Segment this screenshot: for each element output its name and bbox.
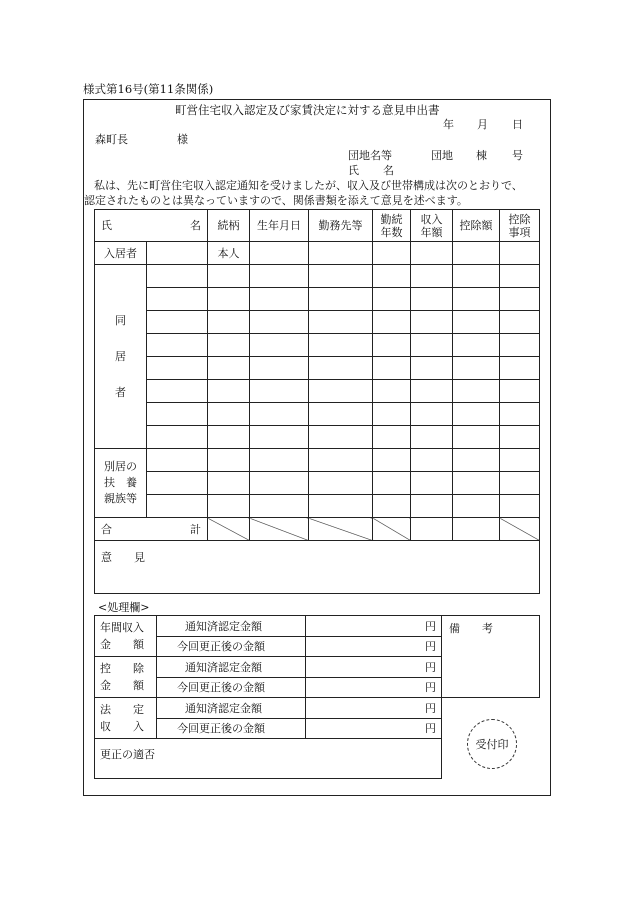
input-cell[interactable] <box>373 426 411 449</box>
date-year-label: 年 <box>443 118 454 131</box>
reception-stamp: 受付印 <box>467 719 517 769</box>
input-cell[interactable] <box>373 311 411 334</box>
input-cell[interactable] <box>250 449 309 472</box>
input-cell[interactable] <box>453 334 500 357</box>
addressee-name: 森町長 <box>95 133 128 146</box>
input-cell[interactable] <box>411 426 453 449</box>
input-cell[interactable] <box>147 357 208 380</box>
input-cell[interactable] <box>309 380 373 403</box>
amount-cell[interactable]: 円 <box>306 657 442 678</box>
input-cell[interactable] <box>453 242 500 265</box>
building-unit-label: 棟 <box>476 149 487 162</box>
corrected-amount-label: 今回更正後の金額 <box>157 636 306 657</box>
header-name: 氏 名 <box>95 210 208 242</box>
opinion-label: 意 見 <box>101 551 145 564</box>
input-cell[interactable] <box>500 380 540 403</box>
input-cell[interactable] <box>453 357 500 380</box>
self-label: 本人 <box>208 242 250 265</box>
input-cell[interactable] <box>411 265 453 288</box>
input-cell[interactable] <box>411 380 453 403</box>
input-cell[interactable] <box>453 472 500 495</box>
notified-amount-label: 通知済認定金額 <box>157 698 306 719</box>
input-cell[interactable] <box>373 495 411 518</box>
input-cell[interactable] <box>208 426 250 449</box>
input-cell[interactable] <box>373 449 411 472</box>
header-relation: 続柄 <box>208 210 250 242</box>
input-cell[interactable] <box>453 403 500 426</box>
total-income-cell[interactable] <box>411 518 453 541</box>
input-cell[interactable] <box>500 334 540 357</box>
input-cell[interactable] <box>208 380 250 403</box>
input-cell[interactable] <box>250 265 309 288</box>
input-cell[interactable] <box>147 311 208 334</box>
header-deduction-item: 控除 事項 <box>500 210 540 242</box>
corrected-amount-label: 今回更正後の金額 <box>157 718 306 739</box>
input-cell[interactable] <box>373 242 411 265</box>
input-cell[interactable] <box>500 288 540 311</box>
header-years-of-service: 勤続 年数 <box>373 210 411 242</box>
input-cell[interactable] <box>250 288 309 311</box>
input-cell[interactable] <box>250 357 309 380</box>
remarks-field[interactable] <box>441 616 539 698</box>
processing-section-label: <処理欄> <box>98 601 150 614</box>
statement-line-2: 認定されたものとは異なっていますので、関係書類を添えて意見を述べます。 <box>84 194 468 207</box>
date-month-label: 月 <box>477 118 488 131</box>
input-cell[interactable] <box>500 311 540 334</box>
input-cell[interactable] <box>453 449 500 472</box>
resident-label: 入居者 <box>95 242 147 265</box>
corrected-amount-label: 今回更正後の金額 <box>157 677 306 698</box>
room-unit-label: 号 <box>512 149 523 162</box>
input-cell[interactable] <box>453 265 500 288</box>
input-cell[interactable] <box>250 334 309 357</box>
input-cell[interactable] <box>250 472 309 495</box>
opinion-field[interactable] <box>95 541 540 594</box>
household-income-table <box>94 209 540 594</box>
addressee-honorific: 様 <box>177 133 188 146</box>
input-cell[interactable] <box>411 403 453 426</box>
applicant-name-label-2: 名 <box>383 164 394 177</box>
input-cell[interactable] <box>453 288 500 311</box>
input-cell[interactable] <box>147 449 208 472</box>
input-cell[interactable] <box>309 403 373 426</box>
cohabitant-label: 同 居 者 <box>95 265 147 449</box>
statement-line-1: 私は、先に町営住宅収入認定通知を受けましたが、収入及び世帯構成は次のとおりで、 <box>94 179 523 192</box>
input-cell[interactable] <box>250 426 309 449</box>
input-cell[interactable] <box>208 403 250 426</box>
amount-cell[interactable]: 円 <box>306 677 442 698</box>
input-cell[interactable] <box>147 242 208 265</box>
annual-income-label: 年間収入 金 額 <box>95 616 157 657</box>
input-cell[interactable] <box>411 495 453 518</box>
input-cell[interactable] <box>309 426 373 449</box>
input-cell[interactable] <box>309 495 373 518</box>
input-cell[interactable] <box>453 380 500 403</box>
input-cell[interactable] <box>500 426 540 449</box>
input-cell[interactable] <box>208 334 250 357</box>
notified-amount-label: 通知済認定金額 <box>157 657 306 678</box>
complex-unit-label: 団地 <box>431 149 453 162</box>
input-cell[interactable] <box>500 495 540 518</box>
input-cell[interactable] <box>147 495 208 518</box>
amount-cell[interactable]: 円 <box>306 616 442 637</box>
amount-cell[interactable]: 円 <box>306 636 442 657</box>
input-cell[interactable] <box>250 380 309 403</box>
input-cell[interactable] <box>453 495 500 518</box>
input-cell[interactable] <box>147 472 208 495</box>
input-cell[interactable] <box>500 265 540 288</box>
input-cell[interactable] <box>500 472 540 495</box>
input-cell[interactable] <box>147 426 208 449</box>
form-number: 様式第16号(第11条関係) <box>83 82 214 96</box>
deduction-amount-label: 控 除 金 額 <box>95 657 157 698</box>
total-cell-struck <box>500 518 540 541</box>
header-deduction-amount: 控除額 <box>453 210 500 242</box>
input-cell[interactable] <box>309 265 373 288</box>
total-cell-struck <box>309 518 373 541</box>
input-cell[interactable] <box>411 334 453 357</box>
amount-cell[interactable]: 円 <box>306 698 442 719</box>
header-birthdate: 生年月日 <box>250 210 309 242</box>
total-cell-struck <box>373 518 411 541</box>
input-cell[interactable] <box>309 472 373 495</box>
input-cell[interactable] <box>373 334 411 357</box>
notified-amount-label: 通知済認定金額 <box>157 616 306 637</box>
input-cell[interactable] <box>373 403 411 426</box>
input-cell[interactable] <box>309 288 373 311</box>
input-cell[interactable] <box>309 311 373 334</box>
statutory-income-label: 法 定 収 入 <box>95 698 157 739</box>
remarks-label: 備 考 <box>449 622 493 635</box>
input-cell[interactable] <box>208 449 250 472</box>
input-cell[interactable] <box>147 334 208 357</box>
input-cell[interactable] <box>373 380 411 403</box>
input-cell[interactable] <box>147 380 208 403</box>
separate-dependents-label: 別居の 扶 養 親族等 <box>95 449 147 518</box>
input-cell[interactable] <box>208 357 250 380</box>
input-cell[interactable] <box>250 242 309 265</box>
form-title: 町営住宅収入認定及び家賃決定に対する意見申出書 <box>175 103 440 117</box>
input-cell[interactable] <box>147 288 208 311</box>
input-cell[interactable] <box>208 495 250 518</box>
total-cell-struck <box>208 518 250 541</box>
input-cell[interactable] <box>411 242 453 265</box>
input-cell[interactable] <box>500 242 540 265</box>
input-cell[interactable] <box>373 472 411 495</box>
input-cell[interactable] <box>373 265 411 288</box>
input-cell[interactable] <box>250 311 309 334</box>
correction-validity-label: 更正の適否 <box>100 748 155 761</box>
input-cell[interactable] <box>309 449 373 472</box>
input-cell[interactable] <box>309 357 373 380</box>
amount-cell[interactable]: 円 <box>306 718 442 739</box>
input-cell[interactable] <box>208 311 250 334</box>
input-cell[interactable] <box>250 495 309 518</box>
total-cell-struck <box>250 518 309 541</box>
correction-validity-field[interactable] <box>95 739 442 779</box>
input-cell[interactable] <box>500 357 540 380</box>
input-cell[interactable] <box>411 472 453 495</box>
input-cell[interactable] <box>411 357 453 380</box>
total-deduction-cell[interactable] <box>453 518 500 541</box>
input-cell[interactable] <box>411 288 453 311</box>
header-annual-income: 収入 年額 <box>411 210 453 242</box>
input-cell[interactable] <box>500 449 540 472</box>
remarks-box <box>441 615 540 698</box>
input-cell[interactable] <box>309 334 373 357</box>
input-cell[interactable] <box>250 403 309 426</box>
input-cell[interactable] <box>373 357 411 380</box>
input-cell[interactable] <box>411 311 453 334</box>
input-cell[interactable] <box>208 288 250 311</box>
input-cell[interactable] <box>411 449 453 472</box>
input-cell[interactable] <box>453 426 500 449</box>
applicant-name-label-1: 氏 <box>348 164 359 177</box>
input-cell[interactable] <box>373 288 411 311</box>
input-cell[interactable] <box>147 403 208 426</box>
input-cell[interactable] <box>453 311 500 334</box>
input-cell[interactable] <box>208 265 250 288</box>
input-cell[interactable] <box>500 403 540 426</box>
input-cell[interactable] <box>208 472 250 495</box>
input-cell[interactable] <box>309 242 373 265</box>
processing-table <box>94 615 442 779</box>
date-day-label: 日 <box>512 118 523 131</box>
header-workplace: 勤務先等 <box>309 210 373 242</box>
complex-name-label: 団地名等 <box>348 149 392 162</box>
total-label: 合 計 <box>95 518 208 541</box>
input-cell[interactable] <box>147 265 208 288</box>
